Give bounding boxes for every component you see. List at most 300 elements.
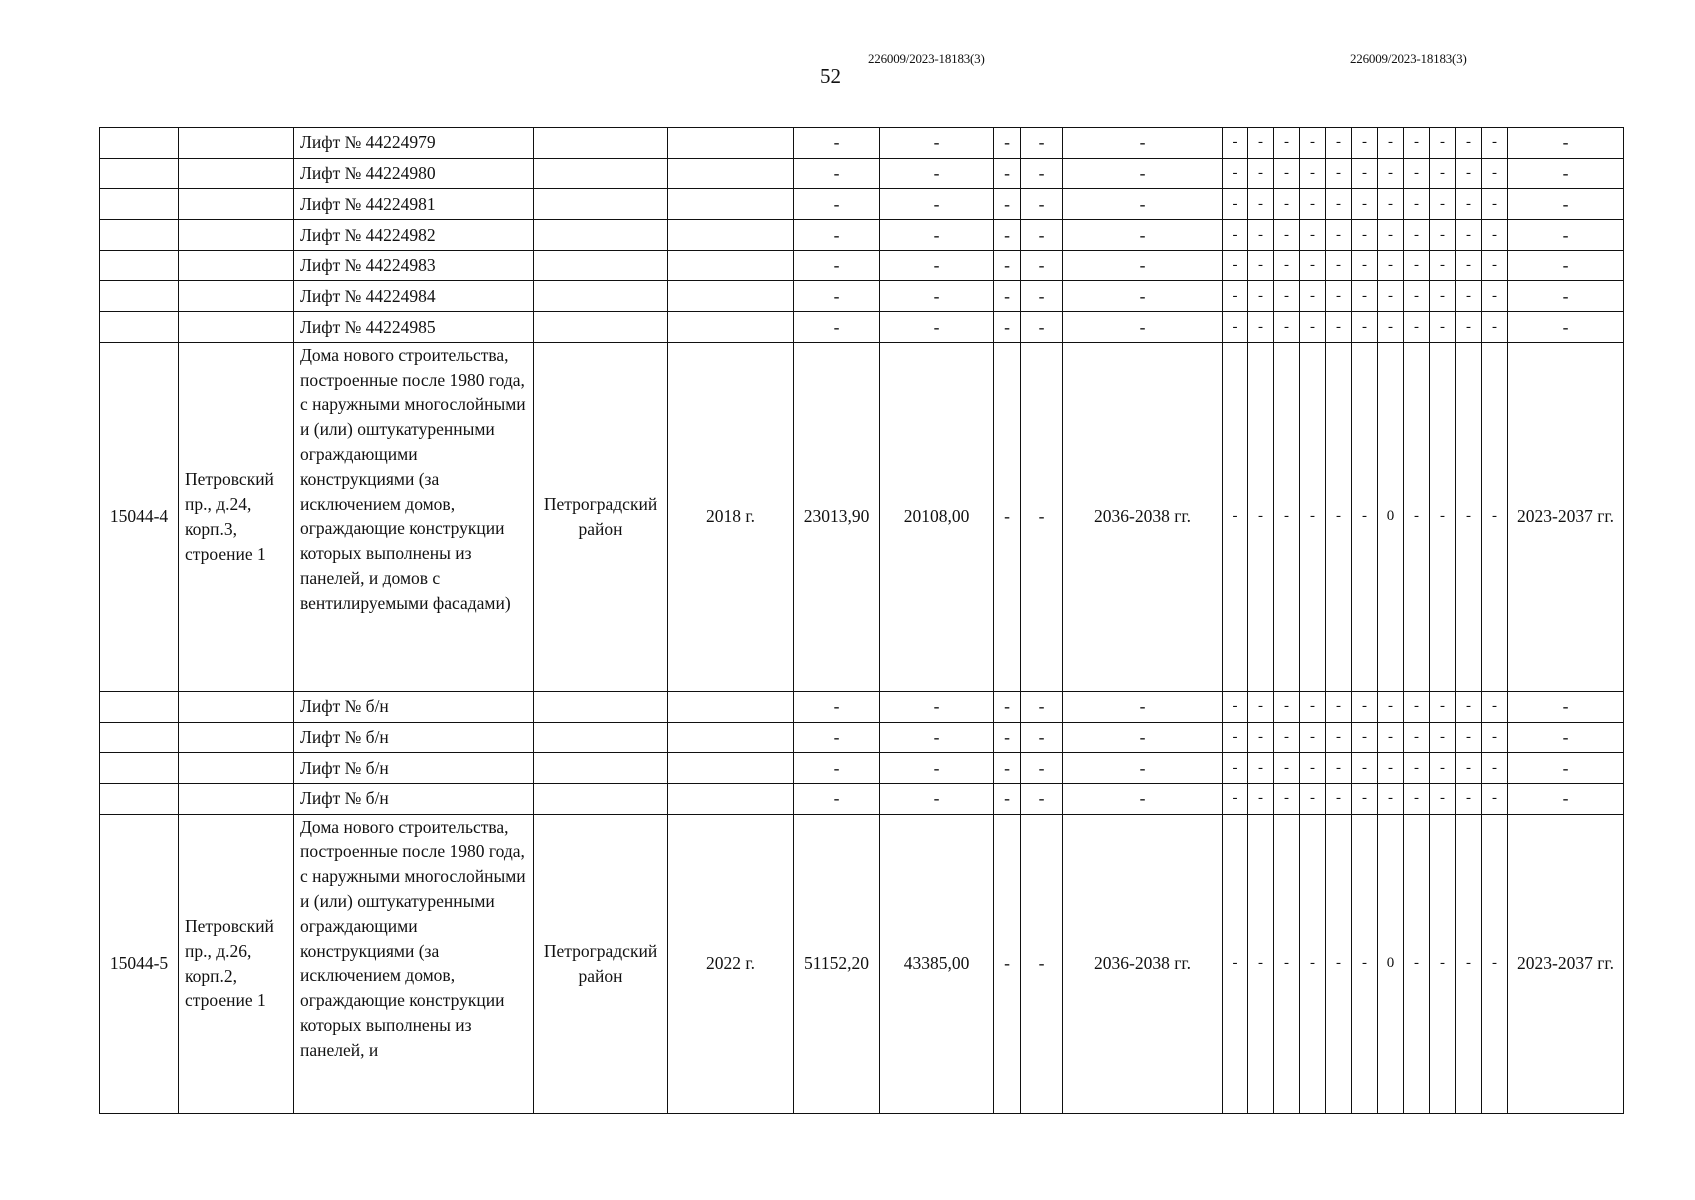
service-cell-6: - — [1352, 814, 1378, 1113]
service-cell-6: - — [1352, 753, 1378, 784]
value-cell-8: - — [994, 691, 1021, 722]
elevator-name-cell: Лифт № б/н — [294, 753, 534, 784]
service-cell-1: - — [1223, 753, 1248, 784]
service-cell-5: - — [1326, 691, 1352, 722]
service-cell-9: - — [1430, 722, 1456, 753]
plan-period-cell: - — [1508, 128, 1624, 159]
service-cell-1: - — [1223, 722, 1248, 753]
service-cell-5: - — [1326, 220, 1352, 251]
district-cell — [534, 691, 668, 722]
service-cell-4: - — [1300, 691, 1326, 722]
service-cell-1: - — [1223, 342, 1248, 691]
service-cell-6: - — [1352, 722, 1378, 753]
living-area-cell: - — [880, 158, 994, 189]
value-cell-9: - — [1021, 722, 1063, 753]
service-cell-4: - — [1300, 312, 1326, 343]
service-cell-10: - — [1456, 342, 1482, 691]
service-cell-6: - — [1352, 128, 1378, 159]
value-cell-9: - — [1021, 814, 1063, 1113]
service-cell-4: - — [1300, 189, 1326, 220]
service-cell-10: - — [1456, 814, 1482, 1113]
service-cell-6: - — [1352, 783, 1378, 814]
service-cell-5: - — [1326, 783, 1352, 814]
year-built-cell — [668, 783, 794, 814]
service-cell-7: - — [1378, 691, 1404, 722]
service-cell-2: - — [1248, 220, 1274, 251]
service-cell-7: - — [1378, 753, 1404, 784]
living-area-cell: - — [880, 189, 994, 220]
year-built-cell — [668, 128, 794, 159]
service-cell-2: - — [1248, 189, 1274, 220]
repair-period-cell: - — [1063, 158, 1223, 189]
service-cell-7: - — [1378, 220, 1404, 251]
record-number-cell — [100, 753, 179, 784]
service-cell-9: - — [1430, 128, 1456, 159]
service-cell-7: - — [1378, 722, 1404, 753]
service-cell-11: - — [1482, 220, 1508, 251]
elevator-row — [100, 158, 1624, 189]
elevator-name-cell: Лифт № 44224980 — [294, 158, 534, 189]
service-cell-3: - — [1274, 128, 1300, 159]
elevator-name-cell: Лифт № 44224982 — [294, 220, 534, 251]
value-cell-9: - — [1021, 342, 1063, 691]
total-area-cell: - — [794, 722, 880, 753]
living-area-cell: 43385,00 — [880, 814, 994, 1113]
plan-period-cell: - — [1508, 189, 1624, 220]
record-number-cell — [100, 783, 179, 814]
address-cell — [179, 753, 294, 784]
living-area-cell: - — [880, 128, 994, 159]
register-table — [99, 127, 1624, 1114]
service-cell-4: - — [1300, 342, 1326, 691]
year-built-cell — [668, 250, 794, 281]
plan-period-cell: - — [1508, 250, 1624, 281]
value-cell-9: - — [1021, 220, 1063, 251]
service-cell-5: - — [1326, 722, 1352, 753]
service-cell-8: - — [1404, 691, 1430, 722]
building-type-cell: Дома нового строительства, построенные после 1980 года, с наружными многослойными и (или) оштукатуренными ограждающими конструкциями (за исключением домов, ограждающие конструкции которых выполнены из панелей, и — [294, 814, 534, 1113]
plan-period-cell: 2023-2037 гг. — [1508, 342, 1624, 691]
service-cell-4: - — [1300, 814, 1326, 1113]
service-cell-7: - — [1378, 128, 1404, 159]
service-cell-4: - — [1300, 722, 1326, 753]
service-cell-2: - — [1248, 783, 1274, 814]
plan-period-cell: - — [1508, 753, 1624, 784]
service-cell-11: - — [1482, 189, 1508, 220]
service-cell-4: - — [1300, 128, 1326, 159]
year-built-cell — [668, 158, 794, 189]
service-cell-11: - — [1482, 281, 1508, 312]
total-area-cell: - — [794, 189, 880, 220]
record-number-cell — [100, 220, 179, 251]
address-cell: Петровский пр., д.26, корп.2, строение 1 — [179, 814, 294, 1113]
address-cell: Петровский пр., д.24, корп.3, строение 1 — [179, 342, 294, 691]
service-cell-1: - — [1223, 128, 1248, 159]
address-cell — [179, 722, 294, 753]
repair-period-cell: - — [1063, 250, 1223, 281]
document-number-right: 226009/2023-18183(3) — [1350, 51, 1467, 66]
value-cell-8: - — [994, 250, 1021, 281]
year-built-cell — [668, 312, 794, 343]
value-cell-8: - — [994, 281, 1021, 312]
service-cell-11: - — [1482, 783, 1508, 814]
service-cell-8: - — [1404, 783, 1430, 814]
total-area-cell: - — [794, 753, 880, 784]
service-cell-8: - — [1404, 753, 1430, 784]
repair-period-cell: - — [1063, 691, 1223, 722]
value-cell-8: - — [994, 189, 1021, 220]
living-area-cell: - — [880, 783, 994, 814]
service-cell-11: - — [1482, 722, 1508, 753]
service-cell-3: - — [1274, 783, 1300, 814]
value-cell-9: - — [1021, 189, 1063, 220]
district-cell — [534, 753, 668, 784]
repair-period-cell: - — [1063, 783, 1223, 814]
total-area-cell: - — [794, 128, 880, 159]
service-cell-9: - — [1430, 312, 1456, 343]
service-cell-9: - — [1430, 753, 1456, 784]
value-cell-8: - — [994, 814, 1021, 1113]
elevator-name-cell: Лифт № 44224985 — [294, 312, 534, 343]
service-cell-4: - — [1300, 250, 1326, 281]
living-area-cell: 20108,00 — [880, 342, 994, 691]
repair-period-cell: - — [1063, 281, 1223, 312]
living-area-cell: - — [880, 691, 994, 722]
value-cell-9: - — [1021, 158, 1063, 189]
service-cell-7: - — [1378, 250, 1404, 281]
page-number: 52 — [820, 64, 841, 88]
record-number-cell: 15044-5 — [100, 814, 179, 1113]
service-cell-9: - — [1430, 220, 1456, 251]
service-cell-9: - — [1430, 342, 1456, 691]
repair-period-cell: 2036-2038 гг. — [1063, 814, 1223, 1113]
living-area-cell: - — [880, 312, 994, 343]
value-cell-8: - — [994, 753, 1021, 784]
value-cell-8: - — [994, 342, 1021, 691]
service-cell-4: - — [1300, 783, 1326, 814]
service-cell-1: - — [1223, 814, 1248, 1113]
building-row — [100, 342, 1624, 691]
record-number-cell — [100, 189, 179, 220]
year-built-cell: 2018 г. — [668, 342, 794, 691]
record-number-cell — [100, 691, 179, 722]
service-cell-1: - — [1223, 783, 1248, 814]
address-cell — [179, 158, 294, 189]
district-cell — [534, 312, 668, 343]
service-cell-4: - — [1300, 220, 1326, 251]
district-cell — [534, 722, 668, 753]
total-area-cell: - — [794, 281, 880, 312]
total-area-cell: - — [794, 158, 880, 189]
service-cell-1: - — [1223, 281, 1248, 312]
value-cell-8: - — [994, 783, 1021, 814]
service-cell-6: - — [1352, 342, 1378, 691]
service-cell-7: - — [1378, 312, 1404, 343]
address-cell — [179, 691, 294, 722]
total-area-cell: - — [794, 250, 880, 281]
service-cell-5: - — [1326, 342, 1352, 691]
district-cell: Петроградский район — [534, 814, 668, 1113]
district-cell: Петроградский район — [534, 342, 668, 691]
elevator-row — [100, 281, 1624, 312]
repair-period-cell: - — [1063, 722, 1223, 753]
plan-period-cell: - — [1508, 691, 1624, 722]
year-built-cell — [668, 189, 794, 220]
service-cell-2: - — [1248, 128, 1274, 159]
year-built-cell — [668, 691, 794, 722]
service-cell-8: - — [1404, 814, 1430, 1113]
service-cell-1: - — [1223, 158, 1248, 189]
service-cell-2: - — [1248, 312, 1274, 343]
plan-period-cell: - — [1508, 281, 1624, 312]
district-cell — [534, 220, 668, 251]
elevator-name-cell: Лифт № 44224979 — [294, 128, 534, 159]
service-cell-5: - — [1326, 158, 1352, 189]
service-cell-2: - — [1248, 722, 1274, 753]
record-number-cell — [100, 128, 179, 159]
elevator-name-cell: Лифт № б/н — [294, 691, 534, 722]
repair-period-cell: - — [1063, 128, 1223, 159]
elevator-name-cell: Лифт № 44224984 — [294, 281, 534, 312]
service-cell-3: - — [1274, 281, 1300, 312]
service-cell-9: - — [1430, 281, 1456, 312]
service-cell-3: - — [1274, 250, 1300, 281]
year-built-cell — [668, 753, 794, 784]
service-cell-4: - — [1300, 281, 1326, 312]
service-cell-11: - — [1482, 128, 1508, 159]
service-cell-10: - — [1456, 722, 1482, 753]
address-cell — [179, 312, 294, 343]
service-cell-1: - — [1223, 220, 1248, 251]
service-cell-8: - — [1404, 158, 1430, 189]
living-area-cell: - — [880, 220, 994, 251]
service-cell-7: - — [1378, 281, 1404, 312]
elevator-row — [100, 783, 1624, 814]
total-area-cell: 51152,20 — [794, 814, 880, 1113]
address-cell — [179, 281, 294, 312]
service-cell-10: - — [1456, 783, 1482, 814]
total-area-cell: 23013,90 — [794, 342, 880, 691]
service-cell-6: - — [1352, 250, 1378, 281]
year-built-cell — [668, 281, 794, 312]
elevator-row — [100, 128, 1624, 159]
value-cell-8: - — [994, 220, 1021, 251]
service-cell-8: - — [1404, 220, 1430, 251]
service-cell-11: - — [1482, 691, 1508, 722]
service-cell-3: - — [1274, 342, 1300, 691]
record-number-cell — [100, 722, 179, 753]
elevator-row — [100, 220, 1624, 251]
service-cell-9: - — [1430, 814, 1456, 1113]
service-cell-11: - — [1482, 814, 1508, 1113]
address-cell — [179, 189, 294, 220]
elevator-row — [100, 722, 1624, 753]
service-cell-5: - — [1326, 753, 1352, 784]
service-cell-3: - — [1274, 691, 1300, 722]
value-cell-8: - — [994, 312, 1021, 343]
service-cell-2: - — [1248, 814, 1274, 1113]
district-cell — [534, 158, 668, 189]
elevator-row — [100, 250, 1624, 281]
service-cell-10: - — [1456, 158, 1482, 189]
plan-period-cell: - — [1508, 783, 1624, 814]
service-cell-10: - — [1456, 128, 1482, 159]
service-cell-7: 0 — [1378, 342, 1404, 691]
service-cell-10: - — [1456, 220, 1482, 251]
year-built-cell — [668, 220, 794, 251]
value-cell-9: - — [1021, 281, 1063, 312]
district-cell — [534, 189, 668, 220]
service-cell-5: - — [1326, 312, 1352, 343]
service-cell-4: - — [1300, 753, 1326, 784]
service-cell-5: - — [1326, 189, 1352, 220]
service-cell-5: - — [1326, 814, 1352, 1113]
elevator-name-cell: Лифт № 44224981 — [294, 189, 534, 220]
repair-period-cell: - — [1063, 220, 1223, 251]
district-cell — [534, 281, 668, 312]
building-row — [100, 814, 1624, 1113]
value-cell-8: - — [994, 158, 1021, 189]
service-cell-4: - — [1300, 158, 1326, 189]
service-cell-10: - — [1456, 250, 1482, 281]
service-cell-2: - — [1248, 691, 1274, 722]
service-cell-8: - — [1404, 189, 1430, 220]
value-cell-9: - — [1021, 753, 1063, 784]
service-cell-7: - — [1378, 783, 1404, 814]
district-cell — [534, 250, 668, 281]
plan-period-cell: - — [1508, 312, 1624, 343]
record-number-cell — [100, 312, 179, 343]
service-cell-11: - — [1482, 250, 1508, 281]
service-cell-2: - — [1248, 281, 1274, 312]
service-cell-8: - — [1404, 128, 1430, 159]
building-type-cell: Дома нового строительства, построенные после 1980 года, с наружными многослойными и (или) оштукатуренными ограждающими конструкциями (за исключением домов, ограждающие конструкции которых выполнены из панелей, и домов с вентилируемыми фасадами) — [294, 342, 534, 691]
service-cell-3: - — [1274, 753, 1300, 784]
service-cell-1: - — [1223, 312, 1248, 343]
living-area-cell: - — [880, 250, 994, 281]
elevator-row — [100, 189, 1624, 220]
service-cell-3: - — [1274, 220, 1300, 251]
elevator-row — [100, 691, 1624, 722]
value-cell-8: - — [994, 128, 1021, 159]
district-cell — [534, 783, 668, 814]
value-cell-9: - — [1021, 128, 1063, 159]
value-cell-8: - — [994, 722, 1021, 753]
record-number-cell — [100, 281, 179, 312]
service-cell-6: - — [1352, 220, 1378, 251]
repair-period-cell: - — [1063, 753, 1223, 784]
service-cell-9: - — [1430, 158, 1456, 189]
service-cell-11: - — [1482, 158, 1508, 189]
service-cell-7: 0 — [1378, 814, 1404, 1113]
service-cell-10: - — [1456, 691, 1482, 722]
service-cell-11: - — [1482, 342, 1508, 691]
service-cell-3: - — [1274, 158, 1300, 189]
service-cell-2: - — [1248, 342, 1274, 691]
service-cell-6: - — [1352, 691, 1378, 722]
service-cell-2: - — [1248, 753, 1274, 784]
service-cell-1: - — [1223, 691, 1248, 722]
service-cell-6: - — [1352, 189, 1378, 220]
living-area-cell: - — [880, 753, 994, 784]
record-number-cell — [100, 158, 179, 189]
service-cell-8: - — [1404, 722, 1430, 753]
service-cell-6: - — [1352, 158, 1378, 189]
service-cell-8: - — [1404, 281, 1430, 312]
service-cell-1: - — [1223, 189, 1248, 220]
value-cell-9: - — [1021, 312, 1063, 343]
service-cell-2: - — [1248, 250, 1274, 281]
value-cell-9: - — [1021, 783, 1063, 814]
record-number-cell: 15044-4 — [100, 342, 179, 691]
repair-period-cell: - — [1063, 312, 1223, 343]
address-cell — [179, 783, 294, 814]
service-cell-10: - — [1456, 281, 1482, 312]
plan-period-cell: - — [1508, 158, 1624, 189]
service-cell-5: - — [1326, 250, 1352, 281]
district-cell — [534, 128, 668, 159]
year-built-cell: 2022 г. — [668, 814, 794, 1113]
service-cell-11: - — [1482, 753, 1508, 784]
living-area-cell: - — [880, 281, 994, 312]
service-cell-8: - — [1404, 250, 1430, 281]
service-cell-6: - — [1352, 281, 1378, 312]
service-cell-9: - — [1430, 783, 1456, 814]
address-cell — [179, 128, 294, 159]
service-cell-9: - — [1430, 250, 1456, 281]
total-area-cell: - — [794, 783, 880, 814]
service-cell-1: - — [1223, 250, 1248, 281]
total-area-cell: - — [794, 312, 880, 343]
service-cell-10: - — [1456, 312, 1482, 343]
plan-period-cell: - — [1508, 722, 1624, 753]
service-cell-6: - — [1352, 312, 1378, 343]
elevator-row — [100, 312, 1624, 343]
repair-period-cell: - — [1063, 189, 1223, 220]
document-number-left: 226009/2023-18183(3) — [868, 51, 985, 66]
address-cell — [179, 220, 294, 251]
value-cell-9: - — [1021, 691, 1063, 722]
address-cell — [179, 250, 294, 281]
service-cell-9: - — [1430, 189, 1456, 220]
repair-period-cell: 2036-2038 гг. — [1063, 342, 1223, 691]
value-cell-9: - — [1021, 250, 1063, 281]
service-cell-8: - — [1404, 312, 1430, 343]
service-cell-3: - — [1274, 312, 1300, 343]
elevator-row — [100, 753, 1624, 784]
service-cell-7: - — [1378, 158, 1404, 189]
plan-period-cell: 2023-2037 гг. — [1508, 814, 1624, 1113]
service-cell-3: - — [1274, 814, 1300, 1113]
elevator-name-cell: Лифт № б/н — [294, 722, 534, 753]
elevator-name-cell: Лифт № 44224983 — [294, 250, 534, 281]
service-cell-3: - — [1274, 722, 1300, 753]
service-cell-11: - — [1482, 312, 1508, 343]
total-area-cell: - — [794, 691, 880, 722]
service-cell-9: - — [1430, 691, 1456, 722]
service-cell-5: - — [1326, 281, 1352, 312]
record-number-cell — [100, 250, 179, 281]
service-cell-10: - — [1456, 753, 1482, 784]
elevator-name-cell: Лифт № б/н — [294, 783, 534, 814]
service-cell-3: - — [1274, 189, 1300, 220]
service-cell-10: - — [1456, 189, 1482, 220]
service-cell-8: - — [1404, 342, 1430, 691]
service-cell-7: - — [1378, 189, 1404, 220]
total-area-cell: - — [794, 220, 880, 251]
living-area-cell: - — [880, 722, 994, 753]
plan-period-cell: - — [1508, 220, 1624, 251]
